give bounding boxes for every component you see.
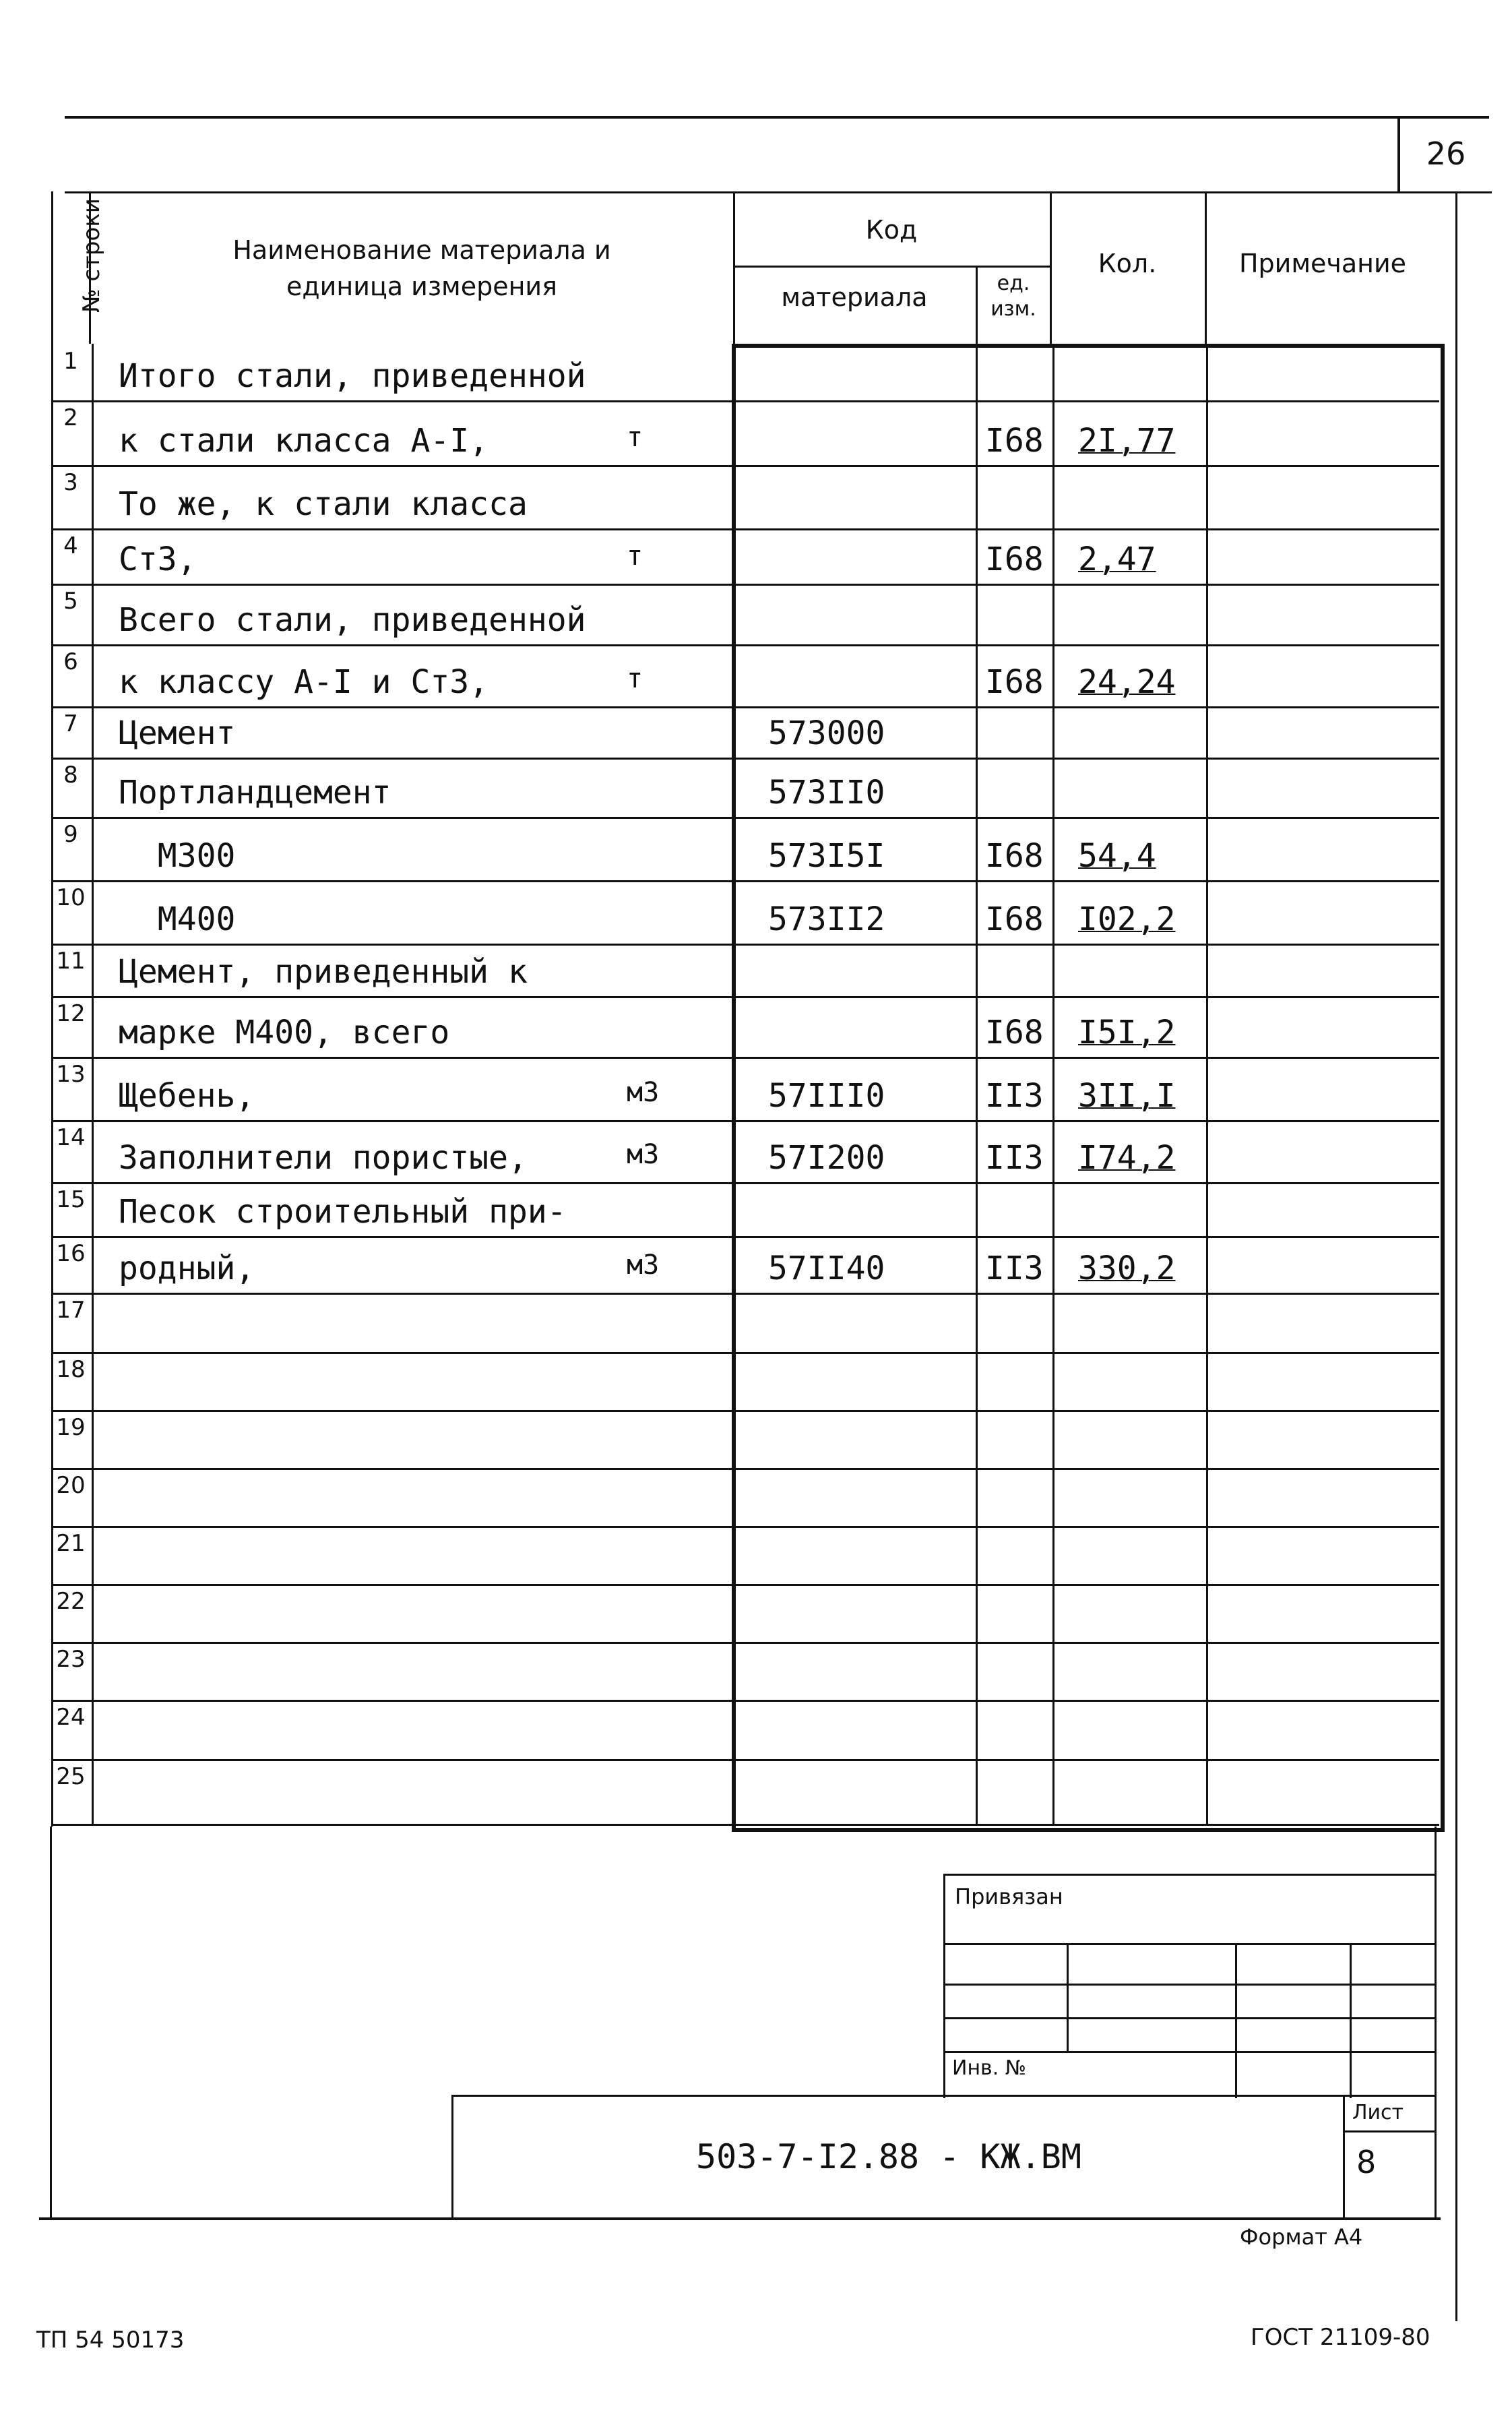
unit-of-measure: м3 xyxy=(627,1139,660,1170)
row-number: 7 xyxy=(63,710,78,737)
attached-stamp xyxy=(943,1874,1437,2098)
unit-of-measure: т xyxy=(627,422,643,453)
code-material-header: материала xyxy=(781,282,928,312)
unit-divider xyxy=(976,344,978,1824)
material-name: к классу А-I и Ст3, xyxy=(119,663,489,701)
unit-code: II3 xyxy=(985,1139,1044,1177)
material-name: М400 xyxy=(119,900,236,938)
attached-label: Привязан xyxy=(955,1884,1063,1909)
row-divider xyxy=(51,584,1439,586)
quantity: 330,2 xyxy=(1078,1250,1176,1287)
material-name: родный, xyxy=(119,1250,255,1287)
material-name: марке М400, всего xyxy=(119,1014,450,1051)
row-divider xyxy=(51,1352,1439,1354)
unit-code: I68 xyxy=(985,663,1044,701)
row-number: 15 xyxy=(56,1186,86,1213)
row-divider xyxy=(51,1824,1439,1826)
material-code: 57III0 xyxy=(768,1077,885,1115)
rownum-divider xyxy=(92,344,94,1824)
quantity: I5I,2 xyxy=(1078,1014,1176,1051)
row-number: 2 xyxy=(63,404,78,431)
row-divider xyxy=(51,944,1439,946)
quantity: 2I,77 xyxy=(1078,422,1176,460)
material-name: Цемент xyxy=(119,714,236,752)
row-number: 3 xyxy=(63,469,78,496)
material-name: М300 xyxy=(119,837,236,875)
quantity: 24,24 xyxy=(1078,663,1176,701)
name-header-line2: единица измерения xyxy=(286,272,557,301)
row-divider xyxy=(51,880,1439,882)
material-code: 573000 xyxy=(768,714,885,752)
document-code: 503-7-I2.88 - КЖ.ВМ xyxy=(696,2137,1081,2176)
row-number: 12 xyxy=(56,1000,86,1027)
sheet-value: 8 xyxy=(1356,2144,1377,2180)
unit-code: I68 xyxy=(985,541,1044,578)
inventory-number-label: Инв. № xyxy=(952,2056,1027,2080)
row-divider xyxy=(51,1759,1439,1761)
row-number: 16 xyxy=(56,1240,86,1267)
row-number: 25 xyxy=(56,1763,86,1790)
row-divider xyxy=(51,1468,1439,1470)
material-name: Заполнители пористые, xyxy=(119,1139,528,1177)
quantity: 54,4 xyxy=(1078,837,1156,875)
row-divider xyxy=(51,1293,1439,1295)
unit-code: I68 xyxy=(985,837,1044,875)
material-code: 573I5I xyxy=(768,837,885,875)
document-code-box xyxy=(451,2095,1435,2219)
row-number: 9 xyxy=(63,821,78,848)
material-name: Цемент, приведенный к xyxy=(119,953,528,991)
unit-of-measure: т xyxy=(627,541,643,572)
unit-of-measure: т xyxy=(627,663,643,694)
code-unit-header: ед. изм. xyxy=(990,272,1036,321)
row-number: 11 xyxy=(56,948,86,975)
sheet-label: Лист xyxy=(1352,2101,1404,2124)
unit-of-measure: м3 xyxy=(627,1077,660,1108)
row-divider xyxy=(51,1700,1439,1702)
row-divider xyxy=(51,706,1439,708)
note-header: Примечание xyxy=(1238,249,1407,278)
qty-header: Кол. xyxy=(1098,249,1157,278)
name-header-line1: Наименование материала и xyxy=(232,235,611,265)
qty-divider xyxy=(1052,344,1054,1824)
row-number: 18 xyxy=(56,1356,86,1383)
row-number: 19 xyxy=(56,1414,86,1441)
material-code: 57II40 xyxy=(768,1250,885,1287)
unit-of-measure: м3 xyxy=(627,1250,660,1281)
material-name: Ст3, xyxy=(119,541,197,578)
bottom-frame-rule xyxy=(39,2217,1441,2220)
row-number: 21 xyxy=(56,1530,86,1557)
row-divider xyxy=(51,817,1439,819)
unit-code: I68 xyxy=(985,422,1044,460)
unit-code: I68 xyxy=(985,900,1044,938)
material-code: 57I200 xyxy=(768,1139,885,1177)
row-number: 8 xyxy=(63,762,78,789)
quantity: 2,47 xyxy=(1078,541,1156,578)
note-divider xyxy=(1206,344,1208,1824)
row-divider xyxy=(51,1120,1439,1122)
row-divider xyxy=(51,1642,1439,1644)
row-number: 20 xyxy=(56,1472,86,1499)
unit-code: II3 xyxy=(985,1077,1044,1115)
quantity: 3II,I xyxy=(1078,1077,1176,1115)
material-name: к стали класса А-I, xyxy=(119,422,489,460)
row-number: 5 xyxy=(63,588,78,615)
row-divider xyxy=(51,1182,1439,1184)
table-left-rule xyxy=(51,191,53,1827)
footer-standard: ГОСТ 21109-80 xyxy=(1251,2324,1430,2351)
code-header: Код xyxy=(865,215,918,245)
row-number: 23 xyxy=(56,1646,86,1673)
row-divider xyxy=(51,528,1439,530)
material-code: 573II2 xyxy=(768,900,885,938)
unit-code: II3 xyxy=(985,1250,1044,1287)
row-divider xyxy=(51,996,1439,998)
material-name: Песок строительный при- xyxy=(119,1193,567,1231)
row-divider xyxy=(51,1057,1439,1059)
footer-left-code: ТП 54 50173 xyxy=(36,2327,185,2354)
row-number: 13 xyxy=(56,1061,86,1088)
material-name: Портландцемент xyxy=(119,774,391,811)
quantity: I02,2 xyxy=(1078,900,1176,938)
quantity: I74,2 xyxy=(1078,1139,1176,1177)
row-divider xyxy=(51,644,1439,646)
material-name: Щебень, xyxy=(119,1077,255,1115)
row-number: 6 xyxy=(63,648,78,675)
row-divider xyxy=(51,758,1439,760)
row-number: 17 xyxy=(56,1297,86,1324)
row-number: 24 xyxy=(56,1704,86,1731)
row-number: 10 xyxy=(56,884,86,911)
row-divider xyxy=(51,1236,1439,1238)
material-name: Всего стали, приведенной xyxy=(119,601,586,639)
row-number: 22 xyxy=(56,1588,86,1615)
unit-code: I68 xyxy=(985,1014,1044,1051)
row-divider xyxy=(51,400,1439,402)
row-divider xyxy=(51,1584,1439,1586)
row-number: 4 xyxy=(63,532,78,559)
page-number: 26 xyxy=(1397,116,1492,193)
row-divider xyxy=(51,1526,1439,1528)
row-divider xyxy=(51,465,1439,467)
material-name: То же, к стали класса xyxy=(119,485,528,523)
row-divider xyxy=(51,1410,1439,1412)
material-name: Итого стали, приведенной xyxy=(119,357,586,395)
row-number: 14 xyxy=(56,1124,86,1151)
material-code: 573II0 xyxy=(768,774,885,811)
format-label: Формат А4 xyxy=(1240,2224,1363,2250)
row-number: 1 xyxy=(63,348,78,375)
row-number-header: № строки xyxy=(78,198,105,313)
